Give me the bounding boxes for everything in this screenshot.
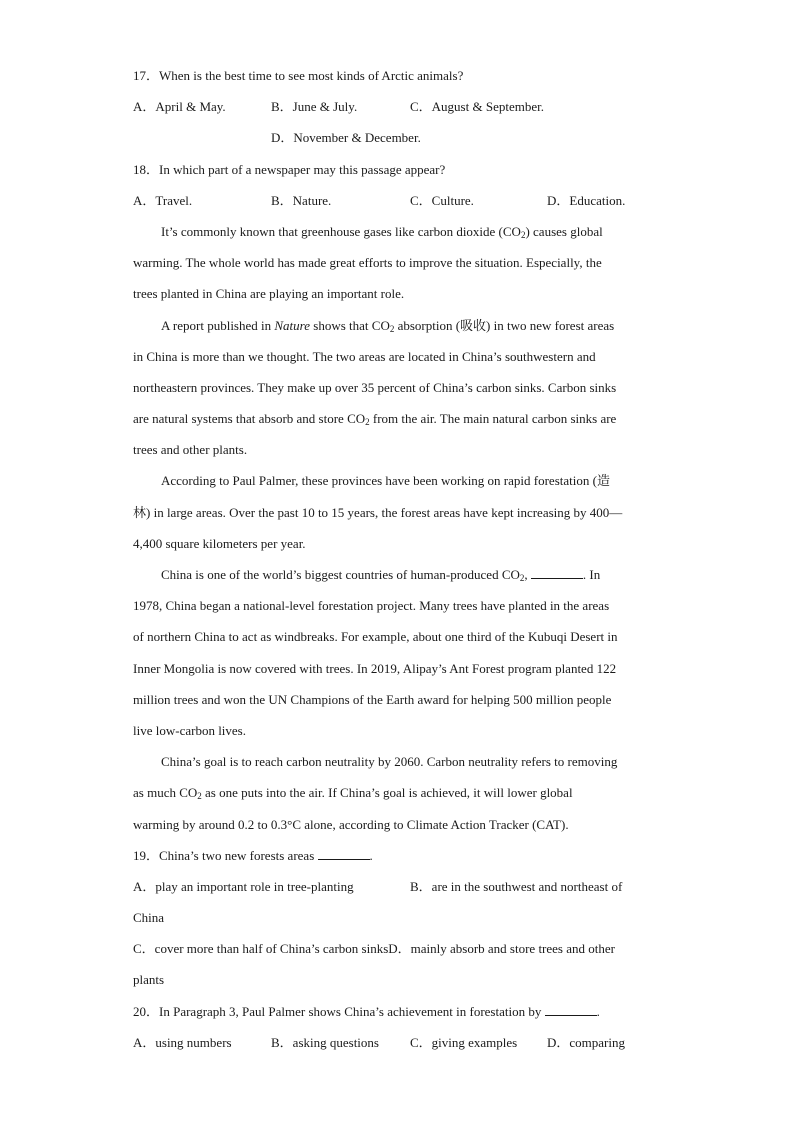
option-c: C．August & September. bbox=[410, 99, 544, 115]
question-20: 20．In Paragraph 3, Paul Palmer shows China’s achievement in forestation by . bbox=[133, 1003, 600, 1019]
question-number: 20． bbox=[133, 1003, 160, 1019]
question-19: 19．China’s two new forests areas . bbox=[133, 847, 373, 863]
passage-paragraph-2: A report published in Nature shows that $CO_2$ absorption (吸收) in two new forest areas in China is more than we thought. The two areas are located in China’s southwestern and northeastern provinces. They make up over 35 percent of China’s carbon sinks. Carbon sinks are natural systems that absorb and store $CO_2$ from the air. The main natural carbon sinks are trees and other plants. bbox=[133, 317, 617, 458]
option-b: B．asking questions bbox=[271, 1034, 379, 1050]
question-text: When is the best time to see most kinds of Arctic animals? bbox=[159, 68, 464, 83]
question-number: 17． bbox=[133, 68, 160, 83]
question-text: In Paragraph 3, Paul Palmer shows China’s achievement in forestation by bbox=[159, 1003, 545, 1019]
option-b: B．June & July. bbox=[271, 99, 358, 115]
question-text: In which part of a newspaper may this passage appear? bbox=[159, 161, 446, 177]
question-18-options bbox=[133, 185, 663, 216]
option-b-wrap: China bbox=[133, 910, 165, 926]
option-a: A．using numbers bbox=[133, 1034, 232, 1050]
question-number: 18． bbox=[133, 161, 160, 177]
question-20-options bbox=[133, 1027, 663, 1058]
question-17-options-row1 bbox=[133, 91, 663, 122]
question-19-options-row2 bbox=[133, 933, 663, 964]
passage-paragraph-4: China is one of the world’s biggest countries of human-produced $CO_2$, . In 1978, China began a national-level forestation project. Many trees have planted in the areas of northern China to act as windbreaks. For example, about one third of the Kubuqi Desert in Inner Mongolia is now covered with trees. In 2019, Alipay’s Ant Forest program planted 122 million trees and won the UN Champions of the Earth award for helping 500 million people live low-carbon lives. bbox=[133, 567, 618, 738]
option-b: B．are in the southwest and northeast of bbox=[410, 878, 623, 894]
fill-in-blank bbox=[531, 566, 583, 579]
question-19-options-row1 bbox=[133, 871, 663, 902]
option-a: A．play an important role in tree-planting bbox=[133, 878, 354, 894]
fill-in-blank bbox=[318, 847, 370, 860]
question-18 bbox=[133, 154, 663, 185]
option-c: C．giving examples bbox=[410, 1034, 518, 1050]
exam-page bbox=[133, 60, 663, 1058]
journal-name: Nature bbox=[274, 317, 311, 333]
question-text: China’s two new forests areas bbox=[159, 847, 318, 863]
option-d-wrap: plants bbox=[133, 972, 165, 988]
fill-in-blank bbox=[545, 1003, 597, 1016]
question-17 bbox=[133, 60, 663, 91]
option-a: A．Travel. bbox=[133, 192, 193, 208]
option-b: B．Nature. bbox=[271, 192, 332, 208]
option-d: D．comparing bbox=[547, 1034, 625, 1050]
question-number: 19． bbox=[133, 847, 160, 863]
option-a: A．April & May. bbox=[133, 99, 226, 115]
option-d: D．mainly absorb and store trees and other bbox=[388, 941, 615, 957]
option-c: C．cover more than half of China’s carbon sinks bbox=[133, 941, 389, 957]
passage-paragraph-3: According to Paul Palmer, these provinces have been working on rapid forestation (造 林) in large areas. Over the past 10 to 15 years, the forest areas have kept increasing by 400— 4,400 square kilometers per year. bbox=[133, 473, 623, 551]
passage-paragraph-1: It’s commonly known that greenhouse gases like carbon dioxide $(CO_2)$ causes global warming. The whole world has made great efforts to improve the situation. Especially, the trees planted in China are playing an important role. bbox=[133, 223, 603, 302]
question-17-options-row2 bbox=[133, 122, 663, 153]
option-d: D．November & December. bbox=[271, 130, 421, 146]
passage-paragraph-5: China’s goal is to reach carbon neutrality by 2060. Carbon neutrality refers to removing as much $CO_2$ as one puts into the air. If China’s goal is achieved, it will lower global warming by around 0.2 to 0.3°C alone, according to Climate Action Tracker (CAT). bbox=[133, 754, 618, 832]
option-d: D．Education. bbox=[547, 192, 626, 208]
option-c: C．Culture. bbox=[410, 192, 474, 208]
